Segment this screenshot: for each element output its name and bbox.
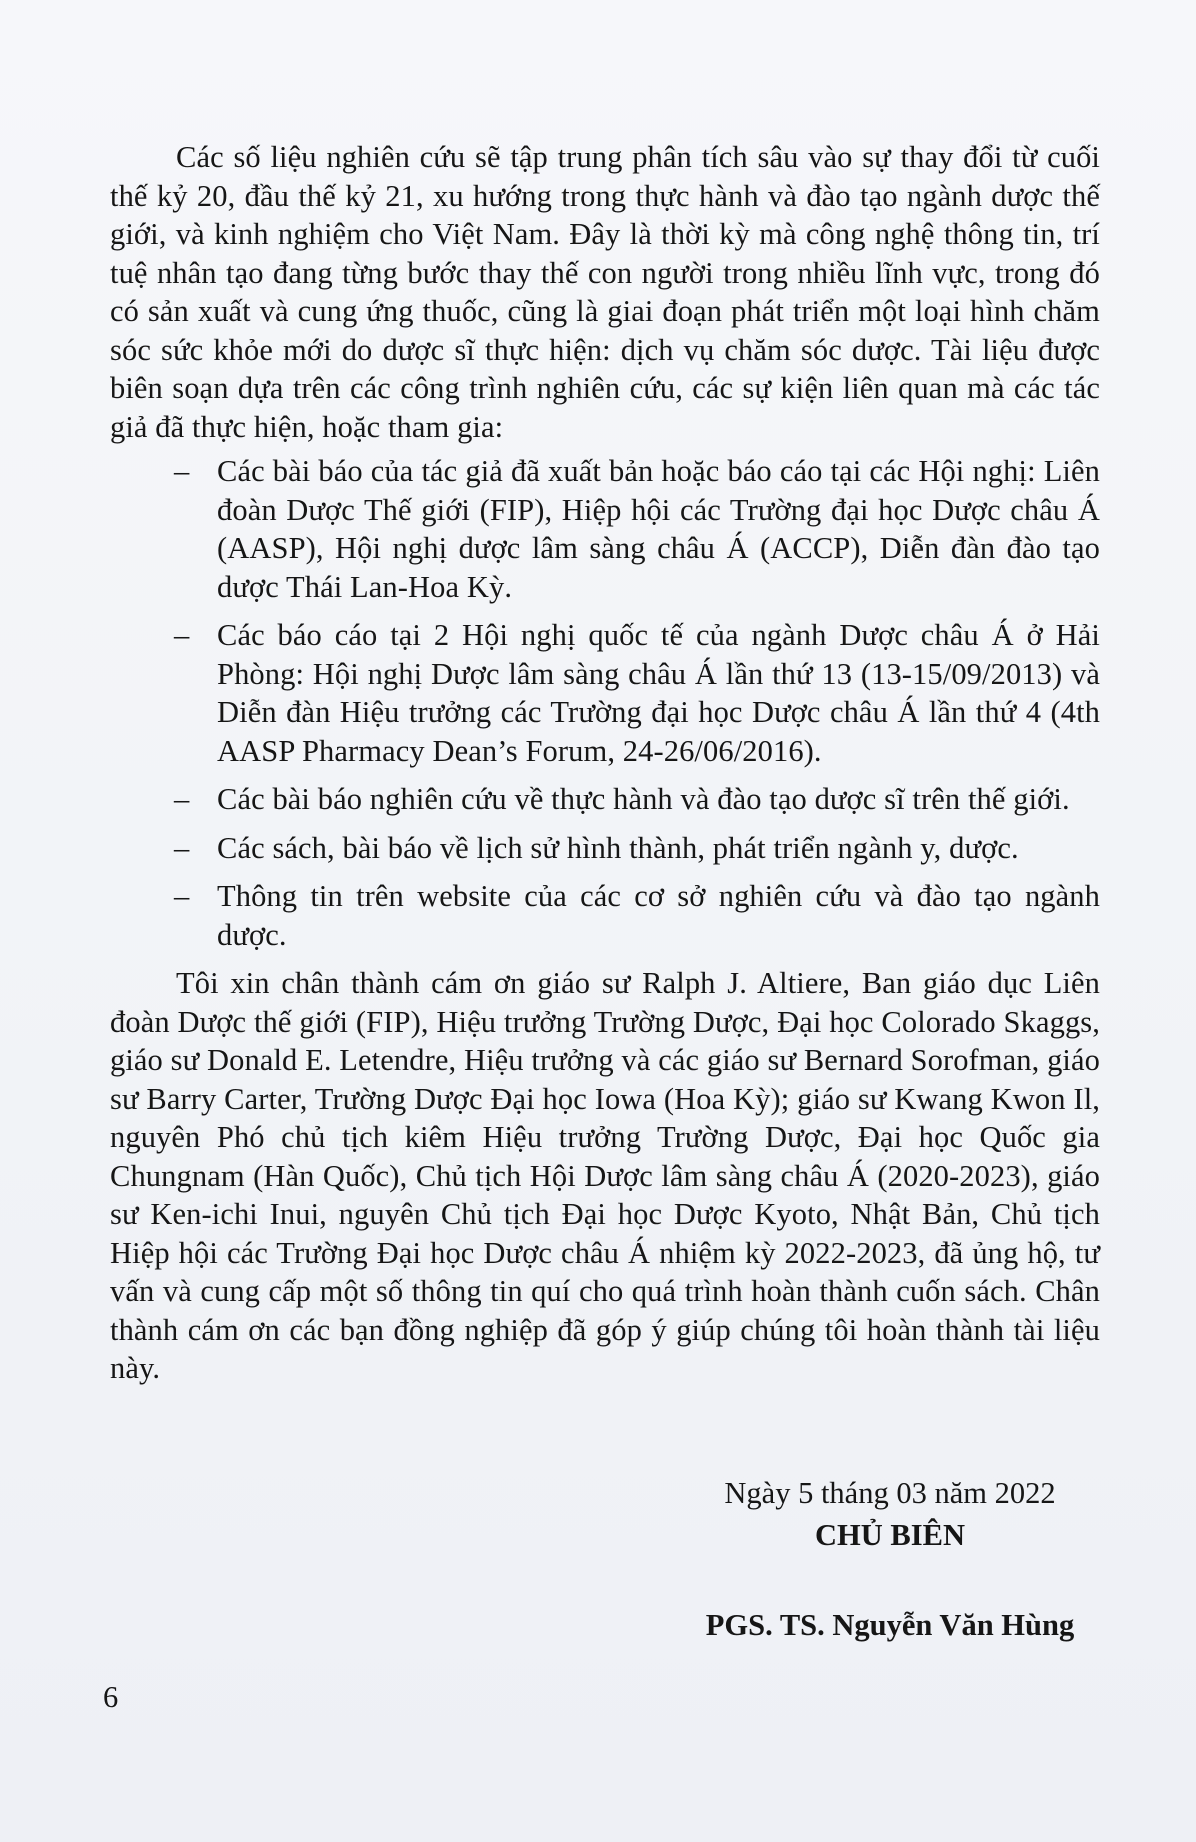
- page-number: 6: [103, 1680, 119, 1714]
- body-text: [110, 138, 1100, 1388]
- list-item-text: Các bài báo của tác giả đã xuất bản hoặc báo cáo tại các Hội nghị: Liên đoàn Dược Thế giới (FIP), Hiệp hội các Trường đại học Dược châu Á (AASP), Hội nghị dược lâm sàng châu Á (ACCP), Diễn đàn đào tạo dược Thái Lan-Hoa Kỳ.: [217, 454, 1100, 604]
- list-item: [110, 780, 1100, 819]
- list-dash: –: [174, 879, 190, 913]
- intro-paragraph: Các số liệu nghiên cứu sẽ tập trung phân tích sâu vào sự thay đổi từ cuối thế kỷ 20, đầu thế kỷ 21, xu hướng trong thực hành và đào tạo ngành dược thế giới, và kinh nghiệm cho Việt Nam. Đây là thời kỳ mà công nghệ thông tin, trí tuệ nhân tạo đang từng bước thay thế con người trong nhiều lĩnh vực, trong đó có sản xuất và cung ứng thuốc, cũng là giai đoạn phát triển một loại hình chăm sóc sức khỏe mới do dược sĩ thực hiện: dịch vụ chăm sóc dược. Tài liệu được biên soạn dựa trên các công trình nghiên cứu, các sự kiện liên quan mà các tác giả đã thực hiện, hoặc tham gia:: [110, 140, 1100, 444]
- list-dash: –: [174, 830, 190, 865]
- list-item: [110, 829, 1100, 868]
- list-item: [110, 616, 1100, 770]
- list-dash: –: [174, 454, 190, 488]
- signature-role: CHỦ BIÊN: [815, 1518, 965, 1552]
- list-dash: –: [174, 782, 190, 816]
- list-item: [110, 452, 1100, 606]
- thanks-paragraph: Tôi xin chân thành cám ơn giáo sư Ralph J. Altiere, Ban giáo dục Liên đoàn Dược thế giới (FIP), Hiệu trưởng Trường Dược, Đại học Colorado Skaggs, giáo sư Donald E. Letendre, Hiệu trưởng và các giáo sư Bernard Sorofman, giáo sư Barry Carter, Trường Dược Đại học Iowa (Hoa Kỳ); giáo sư Kwang Kwon Il, nguyên Phó chủ tịch kiêm Hiệu trưởng Trường Dược, Đại học Quốc gia Chungnam (Hàn Quốc), Chủ tịch Hội Dược lâm sàng châu Á (2020-2023), giáo sư Ken-ichi Inui, nguyên Chủ tịch Đại học Dược Kyoto, Nhật Bản, Chủ tịch Hiệp hội các Trường Đại học Dược châu Á nhiệm kỳ 2022-2023, đã ủng hộ, tư vấn và cung cấp một số thông tin quí cho quá trình hoàn thành cuốn sách. Chân thành cám ơn các bạn đồng nghiệp đã góp ý giúp chúng tôi hoàn thành tài liệu này.: [110, 966, 1100, 1385]
- list-dash: –: [174, 618, 190, 652]
- list-item: [110, 877, 1100, 954]
- signature-name: PGS. TS. Nguyễn Văn Hùng: [705, 1608, 1075, 1642]
- list-item-text: Thông tin trên website của các cơ sở nghiên cứu và đào tạo ngành dược.: [217, 879, 1100, 952]
- source-list: [110, 452, 1100, 954]
- signature-date: Ngày 5 tháng 03 năm 2022: [724, 1476, 1056, 1510]
- list-item-text: Các báo cáo tại 2 Hội nghị quốc tế của ngành Dược châu Á ở Hải Phòng: Hội nghị Dược lâm sàng châu Á lần thứ 13 (13-15/09/2013) và Diễn đàn Hiệu trưởng các Trường đại học Dược châu Á lần thứ 4 (4th AASP Pharmacy Dean’s Forum, 24-26/06/2016).: [217, 618, 1100, 768]
- list-item-text: Các bài báo nghiên cứu về thực hành và đào tạo dược sĩ trên thế giới.: [217, 782, 1070, 816]
- signature-block: [680, 1473, 1100, 1645]
- list-item-text: Các sách, bài báo về lịch sử hình thành, phát triển ngành y, dược.: [217, 830, 1019, 865]
